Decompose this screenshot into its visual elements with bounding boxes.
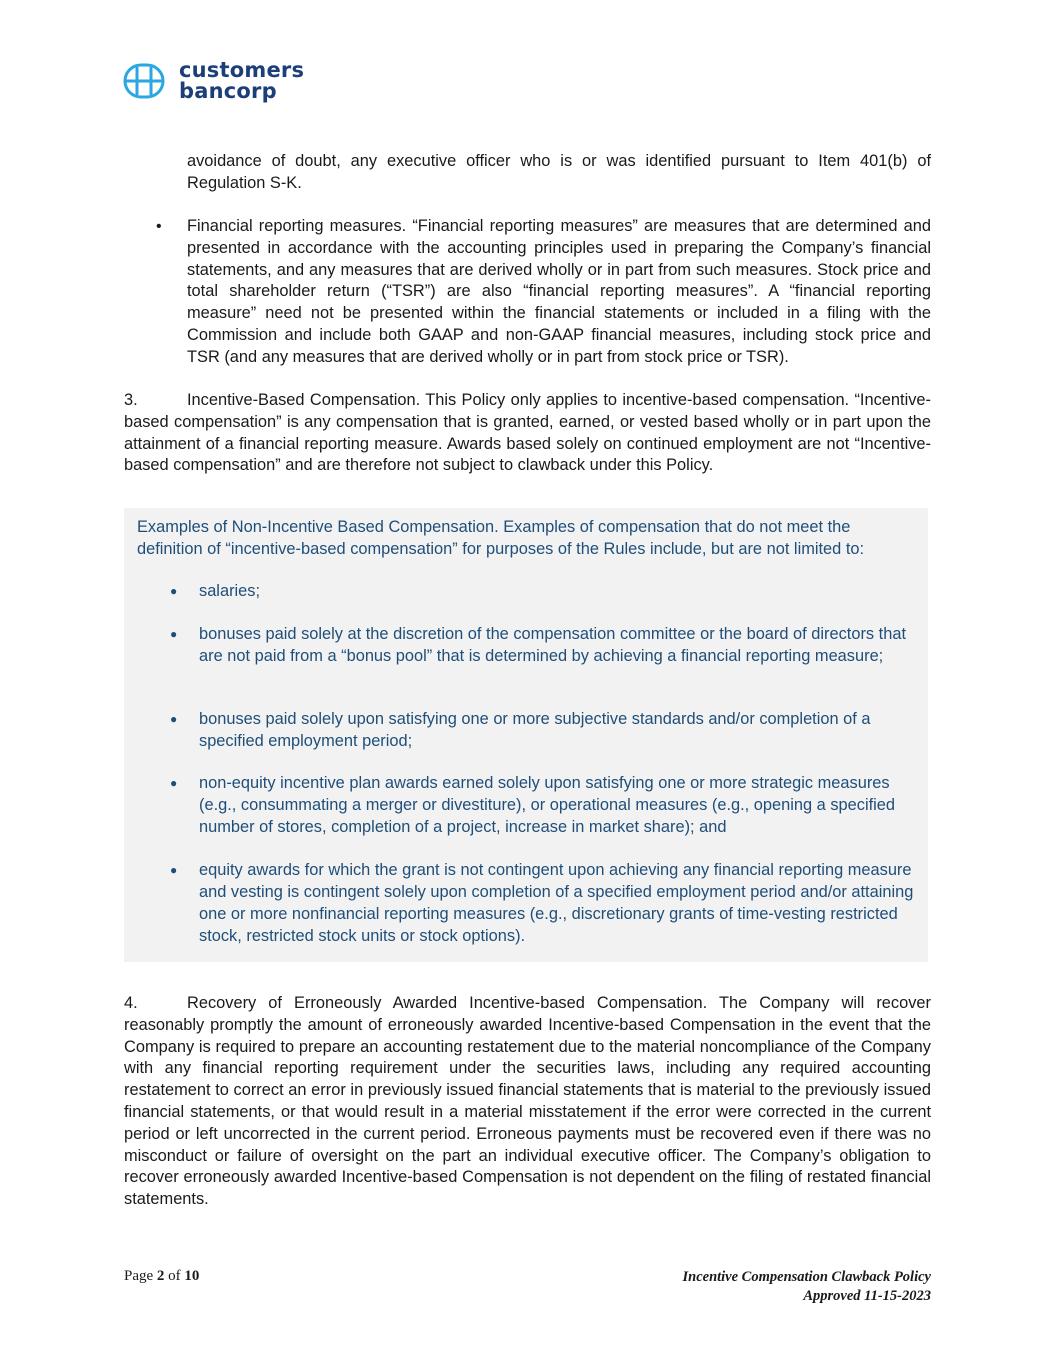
approved-date: Approved 11-15-2023 (803, 1288, 931, 1304)
page-current: 2 (156, 1268, 165, 1284)
list-item (170, 623, 919, 667)
section-3-body: This Policy only applies to incentive-based compensation. “Incentive-based compensation” is any compensation that is granted, earned, or vested based wholly or in part upon the attainment of a financial reporting measure. Awards based solely on continued employment are not “Incentive-based compensation” and are therefore not subject to clawback under this Policy. (124, 391, 931, 475)
document-title: Incentive Compensation Clawback Policy (682, 1269, 931, 1285)
section-4-number: 4. (124, 994, 138, 1012)
examples-intro: Examples of Non-Incentive Based Compensation. Examples of compensation that do not meet the definition of “incentive-based compensation” for purposes of the Rules include, but are not limited to: (137, 518, 865, 558)
bullet-marker: ● (170, 776, 178, 790)
logo-line-1: customers (179, 58, 305, 82)
list-item (170, 708, 919, 752)
list-item-text: bonuses paid solely at the discretion of the compensation committee or the board of directors that are not paid from a “bonus pool” that is determined by achieving a financial reporting measure; (199, 625, 907, 665)
bullet-marker: ● (170, 712, 178, 726)
financial-reporting-measures-paragraph (187, 216, 931, 369)
list-item-text: salaries; (199, 582, 261, 600)
customers-bancorp-logo-icon (123, 61, 165, 101)
footer-document-info (682, 1268, 931, 1306)
bullet-marker: • (156, 218, 162, 235)
section-3-paragraph (124, 390, 931, 477)
page-of: of (164, 1268, 185, 1284)
logo-line-2: bancorp (179, 79, 277, 103)
logo-wordmark (179, 60, 304, 102)
financial-reporting-body: “Financial reporting measures” are measures that are determined and presented in accordance with the accounting principles used in preparing the Company’s financial statements, and any measures that are derived wholly or in part from such measures. Stock price and total shareholder return (“TSR”) are also “financial reporting measures”. A “financial reporting measure” need not be presented within the financial statements or included in a filing with the Commission and include both GAAP and non-GAAP financial measures, including stock price and TSR (and any measures that are derived wholly or in part from stock price or TSR). (187, 217, 931, 366)
page-label: Page (124, 1268, 157, 1284)
page-total: 10 (184, 1268, 200, 1284)
section-3-number: 3. (124, 391, 138, 409)
financial-reporting-heading: Financial reporting measures. (187, 217, 407, 235)
list-item (170, 772, 919, 838)
list-item-text: equity awards for which the grant is not contingent upon achieving any financial reporting measure and vesting is contingent solely upon completion of a specified employment period and/or attaining one or more nonfinancial reporting measures (e.g., discretionary grants of time-vesting restricted stock, restricted stock units or stock options). (199, 861, 914, 945)
list-item (170, 580, 919, 602)
section-4-heading: Recovery of Erroneously Awarded Incentive-based Compensation. (187, 994, 708, 1012)
bullet-marker: ● (170, 584, 178, 598)
company-logo (123, 60, 304, 102)
section-4-body: The Company will recover reasonably promptly the amount of erroneously awarded Incentive-based Compensation in the event that the Company is required to prepare an accounting restatement due to the material noncompliance of the Company with any financial reporting requirement under the securities laws, including any required accounting restatement to correct an error in previously issued financial statements that is material to the previously issued financial statements, or that would result in a material misstatement if the error were corrected in the current period or left uncorrected in the current period. Erroneous payments must be recovered even if there was no misconduct or failure of oversight on the part an individual executive officer. The Company’s obligation to recover erroneously awarded Incentive-based Compensation is not dependent on the filing of restated financial statements. (124, 994, 931, 1209)
examples-box (124, 508, 928, 962)
continuation-paragraph: avoidance of doubt, any executive officer who is or was identified pursuant to Item 401(b) of Regulation S-K. (187, 152, 931, 192)
bullet-marker: ● (170, 863, 178, 877)
page-number (124, 1268, 199, 1285)
section-3-heading: Incentive-Based Compensation. (187, 391, 421, 409)
list-item-text: non-equity incentive plan awards earned solely upon satisfying one or more strategic measures (e.g., consummating a merger or divestiture), or operational measures (e.g., opening a specified number of stores, completion of a project, increase in market share); and (199, 774, 896, 836)
bullet-marker: ● (170, 627, 178, 641)
list-item (170, 859, 919, 947)
list-item-text: bonuses paid solely upon satisfying one or more subjective standards and/or completion of a specified employment period; (199, 710, 871, 750)
section-4-paragraph (124, 993, 931, 1211)
